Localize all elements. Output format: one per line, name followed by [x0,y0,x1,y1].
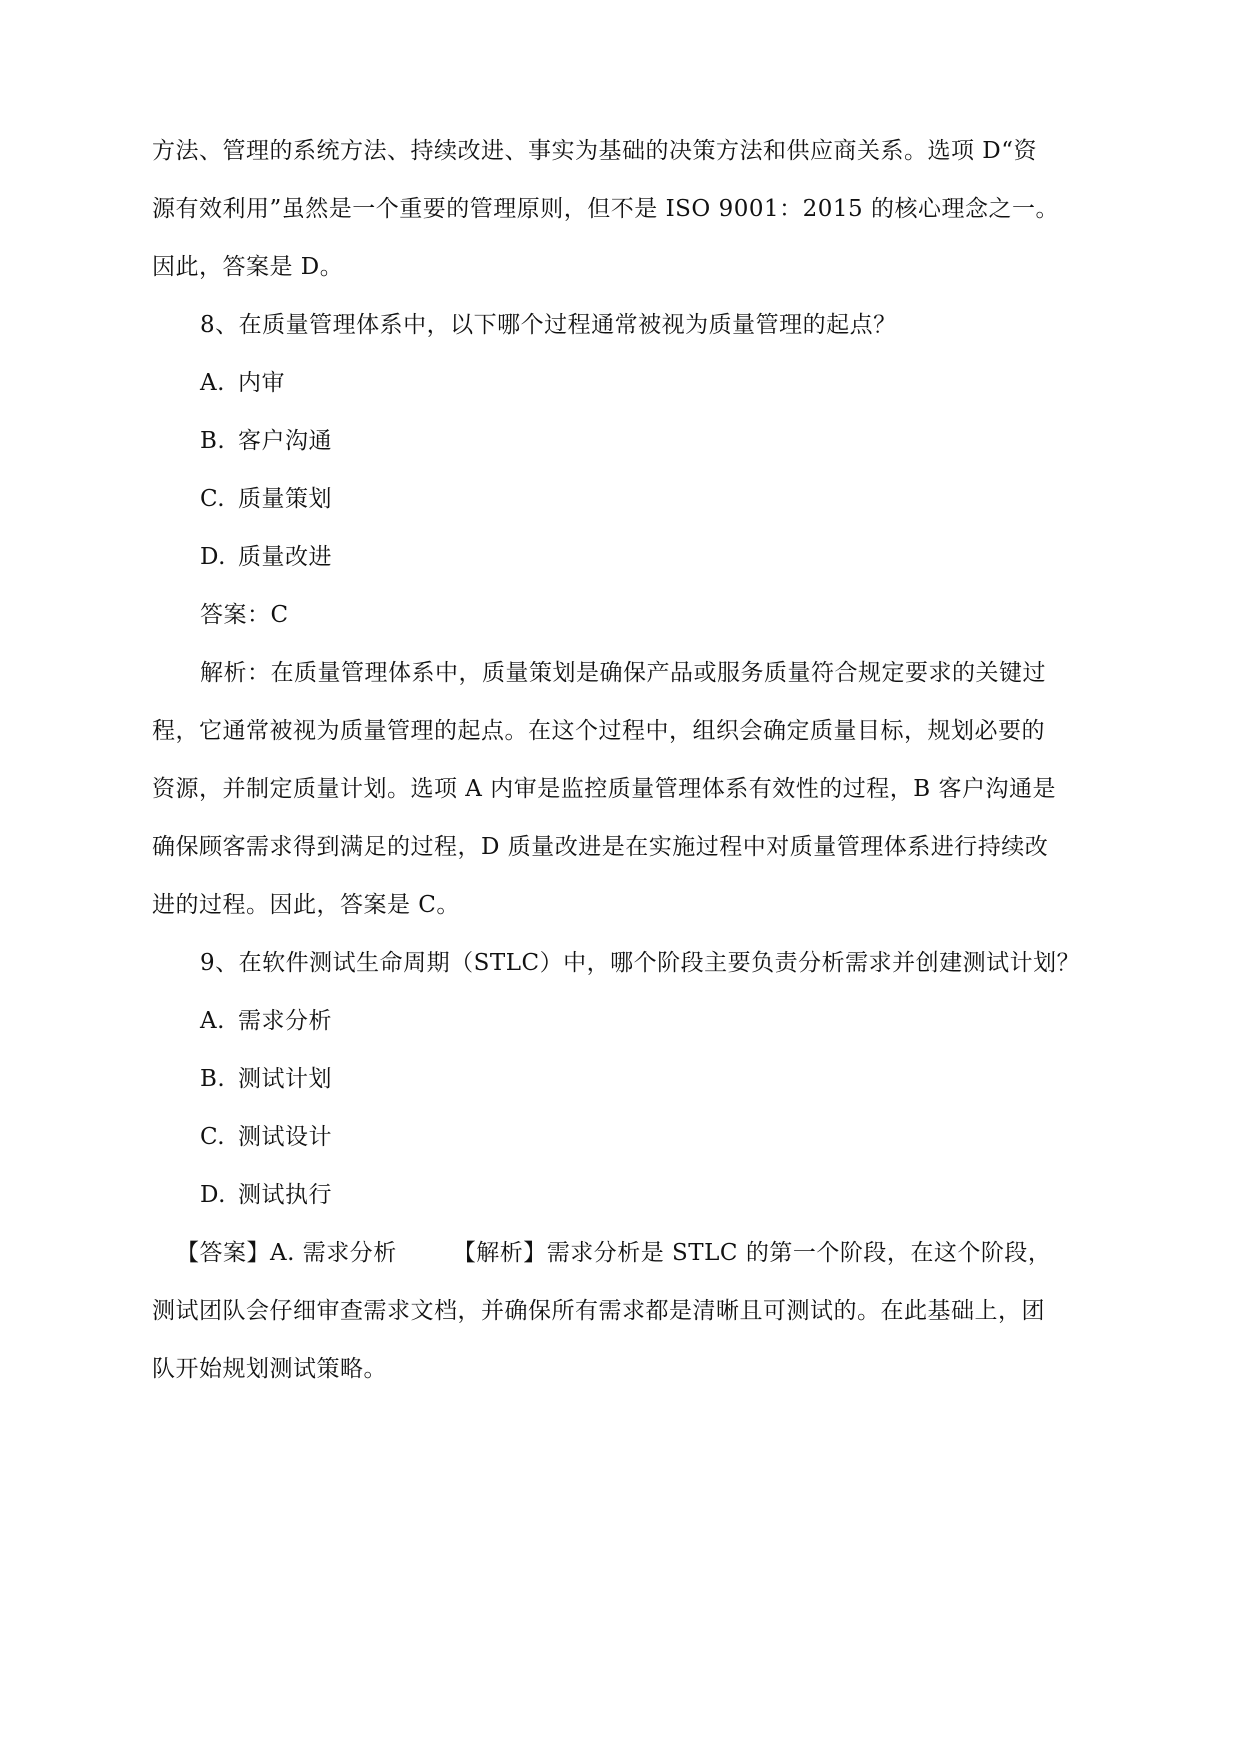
q9-answer-and-explanation [176,1238,1116,1268]
q8-option-a-key: A. [200,370,225,396]
q9-explanation-line-2: 测试团队会仔细审查需求文档，并确保所有需求都是清晰且可测试的。在此基础上，团 [152,1298,1045,1324]
q8-explanation-line-2: 程，它通常被视为质量管理的起点。在这个过程中，组织会确定质量目标，规划必要的 [152,718,1045,744]
q9-option-d [200,1180,1140,1210]
q8-option-b [200,426,1140,456]
q8-option-d [200,542,1140,572]
q9-option-d-key: D. [200,1182,226,1208]
q8-explanation-line-1: 解析：在质量管理体系中，质量策划是确保产品或服务质量符合规定要求的关键过 [200,660,1046,686]
q8-option-b-key: B. [200,428,226,454]
q8-option-b-text: 客户沟通 [238,428,332,454]
q9-explanation-line-3: 队开始规划测试策略。 [152,1356,387,1382]
q9-option-d-text: 测试执行 [238,1182,332,1208]
q9-option-a-text: 需求分析 [238,1008,332,1034]
q8-question: 8、在质量管理体系中，以下哪个过程通常被视为质量管理的起点？ [200,312,897,338]
q8-option-d-text: 质量改进 [238,544,332,570]
q9-option-a-key: A. [200,1008,225,1034]
q9-option-c-text: 测试设计 [238,1124,332,1150]
q8-option-d-key: D. [200,544,226,570]
q8-option-a-text: 内审 [238,370,285,396]
q9-answer: 【答案】A. 需求分析 [176,1240,397,1266]
q8-explanation-line-4: 确保顾客需求得到满足的过程，D 质量改进是在实施过程中对质量管理体系进行持续改 [152,834,1049,860]
q9-option-a [200,1006,1140,1036]
prev-explanation-line-3: 因此，答案是 D。 [152,254,344,280]
q8-explanation-line-3: 资源，并制定质量计划。选项 A 内审是监控质量管理体系有效性的过程，B 客户沟通是 [152,776,1056,802]
q8-option-c [200,484,1140,514]
prev-explanation-line-2: 源有效利用”虽然是一个重要的管理原则，但不是 ISO 9001：2015 的核心理念之一。 [152,196,1059,222]
q8-option-c-key: C. [200,486,226,512]
q9-option-c-key: C. [200,1124,226,1150]
q9-option-c [200,1122,1140,1152]
q9-option-b-key: B. [200,1066,226,1092]
q8-explanation-line-5: 进的过程。因此，答案是 C。 [152,892,460,918]
q9-question: 9、在软件测试生命周期（STLC）中，哪个阶段主要负责分析需求并创建测试计划？ [200,950,1081,976]
q9-explanation-first: 【解析】需求分析是 STLC 的第一个阶段，在这个阶段， [452,1240,1052,1266]
prev-explanation-line-1: 方法、管理的系统方法、持续改进、事实为基础的决策方法和供应商关系。选项 D“资 [152,138,1038,164]
q8-option-c-text: 质量策划 [238,486,332,512]
q9-option-b [200,1064,1140,1094]
q8-answer: 答案：C [200,602,289,628]
q9-option-b-text: 测试计划 [238,1066,332,1092]
q8-option-a [200,368,1140,398]
